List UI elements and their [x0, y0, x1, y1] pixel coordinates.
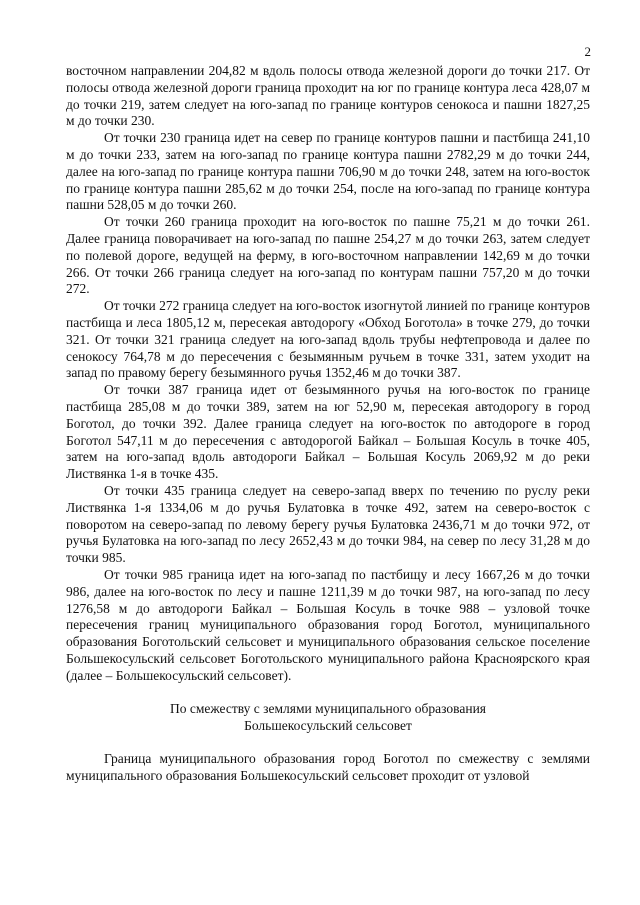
paragraph-final: Граница муниципального образования город Боготол по смежеству с землями муниципального образования Большекосульский сельсовет проходит от узловой: [66, 751, 590, 783]
page-number: 2: [584, 44, 591, 59]
paragraph-5: От точки 387 граница идет от безымянного ручья на юго-восток по границе пастбища 285,08 м до точки 389, затем на юг 52,90 м, пересекая автодорогу в город Боготол, до точки 392. Далее граница следует на юго-восток по автодороге в город Боготол 547,11 м до пересечения с автодорогой Байкал – Большая Косуль в точке 405, затем на юго-запад вдоль автодороги Байкал – Большая Косуль 2069,92 м до реки Листвянка 1-я в точке 435.: [66, 382, 590, 482]
document-body: [66, 63, 590, 785]
paragraph-7: От точки 985 граница идет на юго-запад по пастбищу и лесу 1667,26 м до точки 986, далее на юго-восток по лесу и пашне 1211,39 м до точки 987, на юго-запад по лесу 1276,58 м до автодороги Байкал – Большая Косуль в точке 988 – узловой точке пересечения границ муниципального образования город Боготол, муниципального образования Боготольский сельсовет и муниципального образования сельское поселение Большекосульский сельсовет Боготольского муниципального района Красноярского края (далее – Большекосульский сельсовет).: [66, 566, 590, 683]
paragraph-6: От точки 435 граница следует на северо-запад вверх по течению по руслу реки Листвянка 1-я 1334,06 м до ручья Булатовка в точке 492, затем на северо-восток с поворотом на северо-запад по левому берегу ручья Булатовка 2436,71 м до точки 972, от ручья Булатовка на юго-запад по лесу 2652,43 м до точки 984, на север по лесу 31,28 м до точки 985.: [66, 482, 590, 566]
paragraph-1: восточном направлении 204,82 м вдоль полосы отвода железной дороги до точки 217. От полосы отвода железной дороги граница проходит на юг по границе контура леса 428,07 м до точки 219, затем следует на юго-запад по границе контуров сенокоса и пашни 1827,25 м до точки 230.: [66, 63, 590, 129]
section-heading: [66, 701, 590, 735]
paragraph-2: От точки 230 граница идет на север по границе контуров пашни и пастбища 241,10 м до точки 233, затем на юго-запад по границе контура пашни 2782,29 м до точки 244, далее на юго-запад по границе контура пашни 706,90 м до точки 248, затем на юго-восток по границе контура пашни 285,62 м до точки 254, после на юго-запад по границе контура пашни 528,05 м до точки 260.: [66, 130, 590, 213]
paragraph-4: От точки 272 граница следует на юго-восток изогнутой линией по границе контуров пастбища и леса 1805,12 м, пересекая автодорогу «Обход Боготола» в точке 279, до точки 321. От точки 321 граница следует на юго-запад вдоль трубы нефтепровода и далее по сенокосу 764,78 м до пересечения с безымянным ручьем в точке 331, затем уходит на запад по правому берегу безымянного ручья 1352,46 м до точки 387.: [66, 298, 590, 381]
section-heading-line-2: Большекосульский сельсовет: [244, 718, 412, 734]
paragraph-3: От точки 260 граница проходит на юго-восток по пашне 75,21 м до точки 261. Далее граница поворачивает на юго-запад по пашне 254,27 м до точки 263, затем следует по полевой дороге, ведущей на ферму, в юго-восточном направлении 142,69 м до точки 266. От точки 266 граница следует на юго-запад по контурам пашни 757,20 м до точки 272.: [66, 214, 590, 297]
section-heading-line-1: По смежеству с землями муниципального образования: [169, 701, 487, 717]
